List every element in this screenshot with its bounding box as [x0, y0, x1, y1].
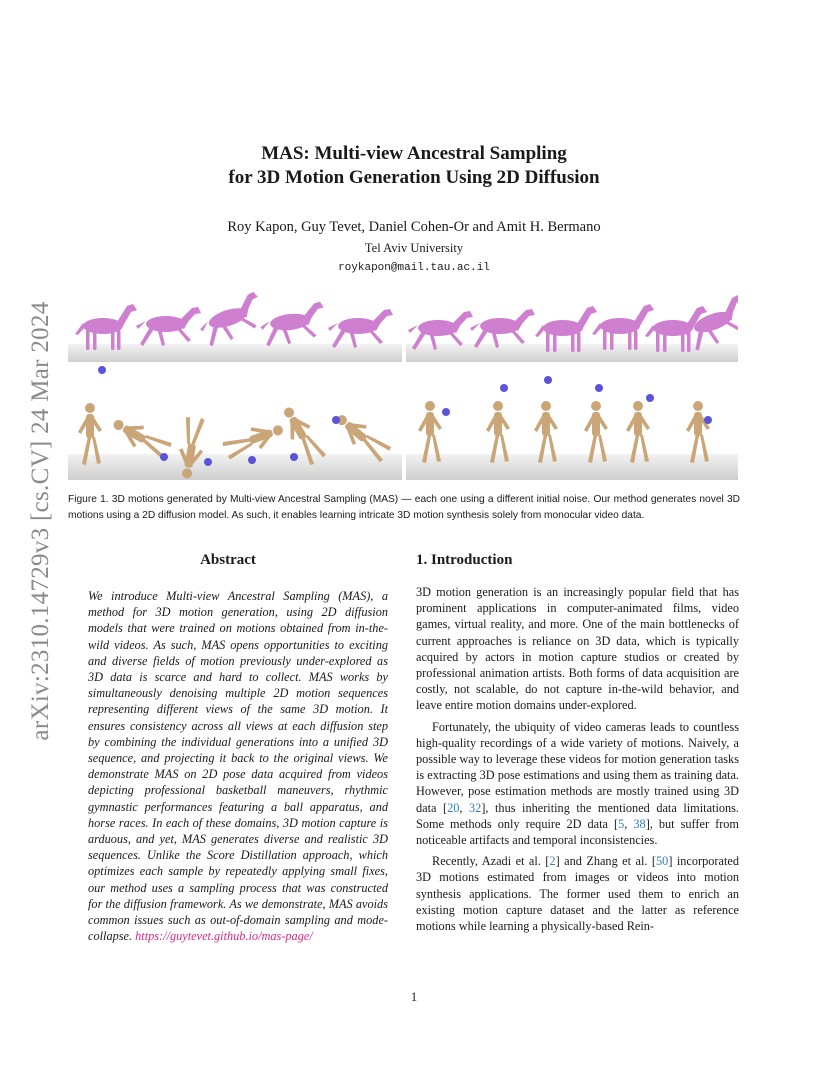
paragraph-text: ], thus inheriting the mentioned data limitations. Some methods only require 2D data [: [416, 800, 740, 831]
page-number: 1: [410, 990, 418, 1004]
paragraph-text: ] and Zhang et al. [: [555, 854, 657, 869]
citation-link[interactable]: 38: [633, 816, 646, 831]
intro-paragraph-1: 3D motion generation is an increasingly popular field that has prominent applications in computer-animated films, video games, virtual reality, and more. One of the main bottlenecks of current approaches is reliance on 3D data, which is typically acquired by actors in motion capture studios or created by professional animation artists. Both forms of data acquisition are costly, not scalable, do not capture in-the-wild behavior, and leave entire motion domains under-explored.: [416, 585, 739, 713]
intro-paragraph-2: [416, 719, 739, 849]
teaser-figure: [68, 292, 738, 488]
introduction-body: [416, 584, 739, 939]
project-page-link[interactable]: https://guytevet.github.io/mas-page/: [135, 929, 313, 944]
paragraph-text: ,: [459, 800, 470, 815]
teaser-figure-image: [68, 292, 738, 488]
paragraph-text: Recently, Azadi et al. [: [432, 854, 550, 869]
paragraph-text: Fortunately, the ubiquity of video cameras leads to countless high-quality recordings of a wide variety of motions. Naively, a possible way to leverage these videos for motion generation tasks is extracting 3D pose estimations and using them as training data. However, pose estimation methods are mostly trained using 3D data [: [416, 719, 739, 815]
intro-paragraph-3: [416, 853, 739, 934]
arxiv-identifier: arXiv:2310.14729v3 [cs.CV] 24 Mar 2024: [27, 301, 54, 741]
paragraph-text: ,: [624, 816, 634, 831]
author-email: roykapon@mail.tau.ac.il: [338, 262, 490, 274]
citation-link[interactable]: 5: [618, 816, 625, 831]
title-line-2: for 3D Motion Generation Using 2D Diffusion: [228, 167, 600, 188]
citation-link[interactable]: 20: [447, 800, 460, 815]
author-list: Roy Kapon, Guy Tevet, Daniel Cohen-Or and Amit H. Bermano: [227, 219, 601, 235]
affiliation: Tel Aviv University: [364, 241, 464, 255]
arxiv-sidebar: [26, 286, 56, 756]
figure-caption: Figure 1. 3D motions generated by Multi-view Ancestral Sampling (MAS) — each one using a different initial noise. Our method generates novel 3D motions using a 2D diffusion model. As such, it enables learning intricate 3D motion synthesis solely from monocular video data.: [68, 494, 740, 521]
abstract-body: [88, 588, 388, 944]
paragraph-text: ], but suffer from noticeable artifacts and temporal inconsistencies.: [416, 816, 740, 848]
citation-link[interactable]: 2: [549, 854, 556, 869]
paragraph-text: ] incorporated 3D motions estimated from images or videos into motion synthesis applications. The former used them to enrich an existing motion capture dataset and the latter as reference motions while learning a physically-based Rein-: [416, 854, 739, 934]
introduction-heading: 1. Introduction: [416, 552, 513, 568]
paper-title: [0, 142, 828, 190]
citation-link[interactable]: 32: [469, 800, 482, 815]
title-line-1: MAS: Multi-view Ancestral Sampling: [261, 143, 567, 164]
abstract-text: We introduce Multi-view Ancestral Sampling (MAS), a method for 3D motion generation, using 2D diffusion models that were trained on motions obtained from in-the-wild videos. As such, MAS opens opportunities to exciting and diverse fields of motion previously under-explored as 3D data is scarce and hard to collect. MAS works by simultaneously denoising multiple 2D motion sequences representing different views of the same 3D motion. It ensures consistency across all views at each diffusion step by combining the individual generations into a unified 3D sequence, and projecting it back to the original views. We demonstrate MAS on 2D pose data acquired from videos depicting professional basketball maneuvers, rhythmic gymnastic performances featuring a ball apparatus, and horse races. In each of these domains, 3D motion capture is arduous, and yet, MAS generates diverse and realistic 3D sequences. Unlike the Score Distillation approach, which optimizes each sample by repeatedly applying small fixes, our method uses a sampling process that was constructed for the diffusion framework. As we demonstrate, MAS avoids common issues such as out-of-domain sampling and mode-collapse.: [88, 589, 388, 944]
abstract-heading: Abstract: [200, 552, 256, 568]
citation-link[interactable]: 50: [656, 854, 669, 869]
